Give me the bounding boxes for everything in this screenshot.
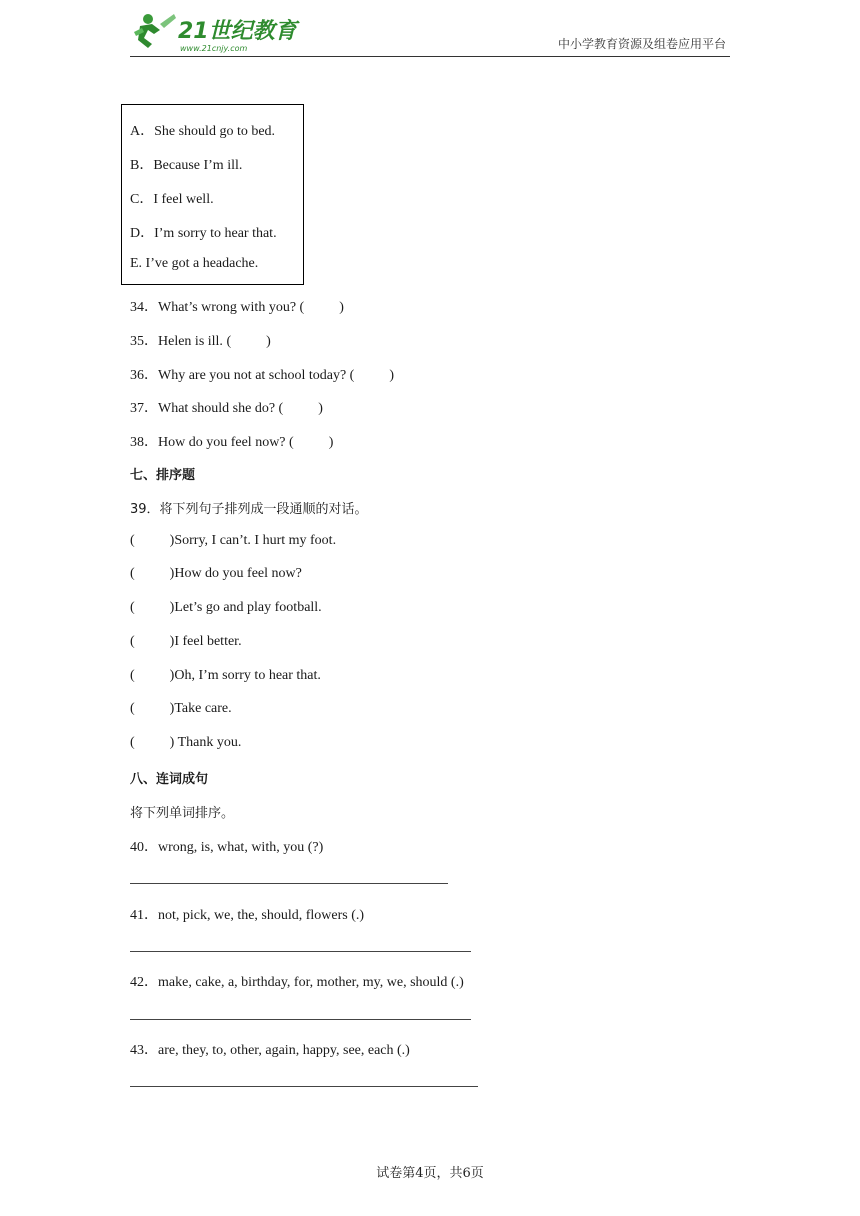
question-36 [130, 364, 394, 384]
question-number: 36． [130, 368, 158, 383]
question-number: 41． [130, 908, 158, 923]
option-c: C．I feel well. [130, 192, 214, 207]
question-text: are, they, to, other, again, happy, see, each (.) [158, 1043, 410, 1058]
order-blank[interactable]: ( ) [130, 735, 175, 750]
question-text: not, pick, we, the, should, flowers (.) [158, 908, 365, 923]
answer-blank[interactable]: ( ) [289, 435, 334, 450]
answer-line-41[interactable] [130, 951, 471, 952]
option-d: D．I’m sorry to hear that. [130, 226, 277, 241]
site-logo [130, 10, 300, 54]
order-text: Sorry, I can’t. I hurt my foot. [174, 533, 337, 548]
order-item-1 [130, 533, 336, 549]
order-blank[interactable]: ( ) [130, 566, 175, 581]
order-text: Thank you. [174, 735, 242, 750]
answer-line-42[interactable] [130, 1019, 471, 1020]
question-text: make, cake, a, birthday, for, mother, my, we, should (.) [158, 975, 464, 990]
options-box [121, 104, 304, 285]
order-text: Take care. [174, 701, 232, 716]
question-42 [130, 971, 464, 991]
order-item-3 [130, 600, 322, 616]
question-number: 38． [130, 435, 158, 450]
question-35 [130, 330, 271, 350]
page-header [130, 8, 730, 57]
section-7-heading: 七、排序题 [130, 468, 196, 483]
answer-blank[interactable]: ( ) [349, 368, 394, 383]
question-39: 39．将下列句子排列成一段通顺的对话。 [130, 502, 368, 517]
order-blank[interactable]: ( ) [130, 533, 175, 548]
order-item-4 [130, 634, 242, 650]
question-43 [130, 1039, 410, 1059]
order-text: Oh, I’m sorry to hear that. [174, 668, 321, 683]
option-b: B．Because I’m ill. [130, 158, 243, 173]
order-blank[interactable]: ( ) [130, 634, 175, 649]
answer-line-43[interactable] [130, 1086, 478, 1087]
order-blank[interactable]: ( ) [130, 701, 175, 716]
page-footer: 试卷第4页，共6页 [376, 1166, 484, 1181]
section-8-heading: 八、连词成句 [130, 772, 209, 787]
order-item-7 [130, 735, 241, 751]
order-text: Let’s go and play football. [174, 600, 322, 615]
question-number: 42． [130, 975, 158, 990]
question-number: 34． [130, 300, 158, 315]
section-8-instruction: 将下列单词排序。 [130, 806, 235, 821]
order-item-5 [130, 668, 321, 684]
question-text: Why are you not at school today? [158, 368, 347, 383]
order-text: I feel better. [174, 634, 242, 649]
order-blank[interactable]: ( ) [130, 600, 175, 615]
question-number: 37． [130, 401, 158, 416]
question-number: 43． [130, 1043, 158, 1058]
answer-blank[interactable]: ( ) [226, 334, 271, 349]
question-text: What should she do? [158, 401, 276, 416]
question-number: 35． [130, 334, 158, 349]
question-text: Helen is ill. [158, 334, 223, 349]
question-41 [130, 904, 364, 924]
question-38 [130, 431, 333, 451]
answer-blank[interactable]: ( ) [278, 401, 323, 416]
order-item-6 [130, 701, 232, 717]
header-platform-text: 中小学教育资源及组卷应用平台 [557, 37, 726, 51]
order-text: How do you feel now? [174, 566, 302, 581]
answer-line-40[interactable] [130, 883, 448, 884]
order-item-2 [130, 566, 302, 582]
question-text: What’s wrong with you? [158, 300, 297, 315]
question-34 [130, 296, 344, 316]
logo-url-text: www.21cnjy.com [180, 44, 248, 53]
question-37 [130, 397, 323, 417]
question-number: 40． [130, 840, 158, 855]
question-text: How do you feel now? [158, 435, 286, 450]
order-blank[interactable]: ( ) [130, 668, 175, 683]
option-e: E. I’ve got a headache. [130, 256, 259, 271]
question-40 [130, 836, 323, 856]
question-text: wrong, is, what, with, you (?) [158, 840, 324, 855]
logo-text: 21世纪教育 [178, 19, 297, 44]
option-a: A．She should go to bed. [130, 124, 276, 139]
answer-blank[interactable]: ( ) [299, 300, 344, 315]
